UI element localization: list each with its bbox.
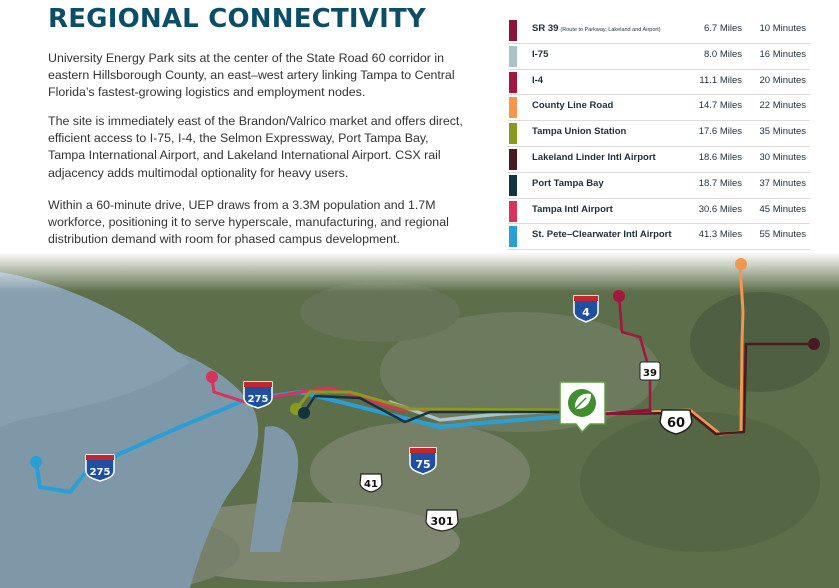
route-color-swatch xyxy=(509,149,517,170)
route-color-swatch xyxy=(509,226,517,247)
destination-miles: 18.6 Miles xyxy=(698,151,742,163)
destination-row xyxy=(508,18,810,44)
us301-shield-label: 301 xyxy=(430,515,454,528)
destination-minutes: 45 Minutes xyxy=(759,203,806,215)
route-color-swatch xyxy=(509,46,517,67)
destination-table xyxy=(508,18,810,250)
destination-row xyxy=(508,147,810,173)
i75-shield-icon xyxy=(410,448,436,474)
destination-minutes: 37 Minutes xyxy=(759,177,806,189)
destination-miles: 6.7 Miles xyxy=(703,23,742,34)
route-color-swatch xyxy=(509,175,517,196)
lakeland-airport-marker xyxy=(808,338,820,350)
destination-miles: 18.7 Miles xyxy=(698,177,742,189)
i275-south-shield-label: 275 xyxy=(89,467,111,478)
destination-name-text: St. Pete–Clearwater Intl Airport xyxy=(532,229,672,241)
destination-miles: 30.6 Miles xyxy=(698,203,742,215)
route-color-swatch xyxy=(509,123,517,144)
destination-miles: 14.7 Miles xyxy=(698,100,742,112)
route-color-swatch xyxy=(509,97,517,118)
site-marker xyxy=(560,382,605,432)
destination-minutes: 16 Minutes xyxy=(759,48,806,60)
destination-name xyxy=(532,178,604,189)
i275-north-shield-icon xyxy=(244,382,272,408)
destination-miles: 41.3 Miles xyxy=(698,229,742,241)
workforce-paragraph: Within a 60-minute drive, UEP draws from a 3.3M population and 1.7M workforce, positioning it to serve hyperscale, manufacturing, and regional distribution demand with room for phased campus development. xyxy=(48,198,449,247)
destination-note: (Route to Parkway, Lakeland and Airport) xyxy=(560,27,661,33)
route-color-swatch xyxy=(509,20,517,41)
st-pete-airport-marker xyxy=(30,456,42,468)
destination-name xyxy=(532,49,548,60)
destination-row xyxy=(508,121,810,147)
us41-shield-label: 41 xyxy=(364,479,378,490)
destination-miles: 8.0 Miles xyxy=(703,48,742,60)
route-color-swatch xyxy=(509,72,517,93)
destination-minutes: 30 Minutes xyxy=(759,151,806,163)
destination-minutes: 55 Minutes xyxy=(759,229,806,241)
destination-minutes: 10 Minutes xyxy=(759,23,806,34)
destination-row xyxy=(508,70,810,96)
destination-minutes: 22 Minutes xyxy=(759,100,806,112)
destination-name-text: Tampa Union Station xyxy=(532,126,627,138)
route-color-swatch xyxy=(509,201,517,222)
destination-minutes: 20 Minutes xyxy=(759,74,806,86)
destination-name-text: I-4 xyxy=(532,74,544,86)
destination-name xyxy=(532,75,543,86)
destination-name-text: I-75 xyxy=(532,48,549,60)
i4-marker xyxy=(613,290,625,302)
port-tampa-marker xyxy=(298,407,310,419)
us60-shield-label: 60 xyxy=(666,416,686,431)
intro-paragraph: University Energy Park sits at the center of the State Road 60 corridor in eastern Hillsborough County, an east–west artery linking Tampa to Central Florida’s fastest-growing logistics and employment nodes. xyxy=(48,51,455,100)
destination-name xyxy=(532,204,613,215)
sr39-shield-label: 39 xyxy=(643,368,657,379)
destination-name xyxy=(532,126,626,137)
destination-name xyxy=(532,100,613,111)
us41-shield-icon xyxy=(360,474,382,492)
i75-shield-label: 75 xyxy=(415,458,431,471)
destination-name-text: Tampa Intl Airport xyxy=(532,203,613,215)
i4-shield-icon xyxy=(574,296,598,322)
county-line-marker xyxy=(735,258,747,270)
destination-miles: 17.6 Miles xyxy=(698,126,742,138)
i4-shield-label: 4 xyxy=(582,306,590,319)
destination-name xyxy=(532,23,661,34)
destination-miles: 11.1 Miles xyxy=(699,74,742,86)
destination-row xyxy=(508,224,810,250)
i275-north-shield-label: 275 xyxy=(247,394,269,405)
destination-name-text: SR 39 xyxy=(532,23,559,34)
tampa-airport-marker xyxy=(206,371,218,383)
destination-row xyxy=(508,44,810,70)
destination-row xyxy=(508,95,810,121)
sr39-shield-icon xyxy=(640,362,660,380)
destination-name-text: Port Tampa Bay xyxy=(532,177,604,189)
i275-south-shield-icon xyxy=(86,455,114,481)
destination-row xyxy=(508,173,810,199)
destination-minutes: 35 Minutes xyxy=(759,126,806,138)
page-title: REGIONAL CONNECTIVITY xyxy=(48,4,426,34)
regional-map xyxy=(0,252,839,588)
destination-name xyxy=(532,152,656,163)
destination-name xyxy=(532,229,672,240)
destination-name-text: County Line Road xyxy=(532,100,614,112)
access-paragraph: The site is immediately east of the Brandon/Valrico market and offers direct, efficient access to I-75, I-4, the Selmon Expressway, Port Tampa Bay, Tampa International Airport, and Lakeland International Airport. CSX rail adjacency adds multimodal optionality for heavy users. xyxy=(48,114,463,180)
destination-row xyxy=(508,199,810,225)
us301-shield-icon xyxy=(426,510,458,531)
destination-name-text: Lakeland Linder Intl Airport xyxy=(532,151,656,163)
